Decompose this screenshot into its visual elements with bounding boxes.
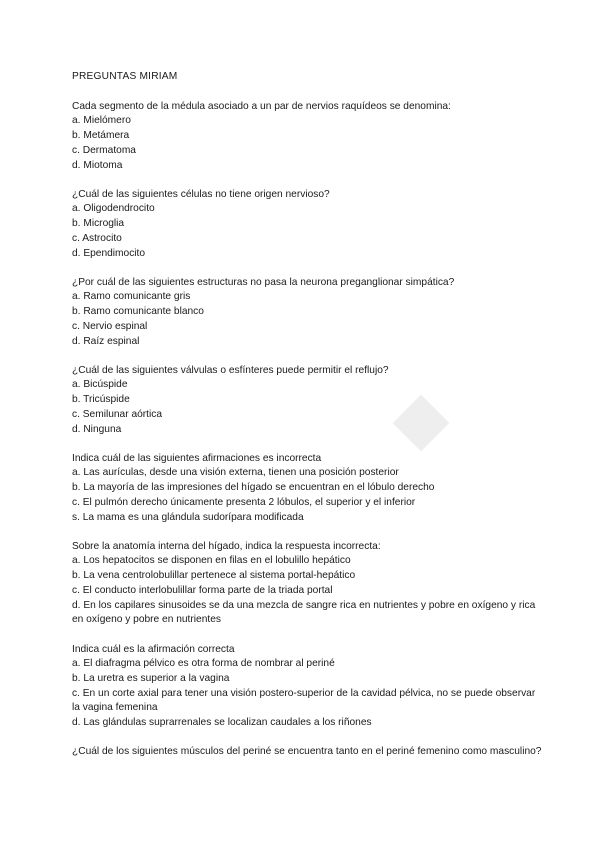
question-7 bbox=[72, 643, 542, 731]
answer-option: c. Nervio espinal bbox=[72, 320, 148, 332]
question-text: Sobre la anatomía interna del hígado, indica la respuesta incorrecta: bbox=[72, 540, 381, 552]
answer-option: b. Ramo comunicante blanco bbox=[72, 306, 204, 318]
document-title: PREGUNTAS MIRIAM bbox=[72, 71, 178, 82]
answer-option: b. La uretra es superior a la vagina bbox=[72, 672, 230, 684]
answer-option: a. Bicúspide bbox=[72, 379, 128, 391]
question-text: ¿Cuál de las siguientes válvulas o esfínteres puede permitir el reflujo? bbox=[72, 364, 389, 376]
question-text: Indica cuál de las siguientes afirmaciones es incorrecta bbox=[72, 452, 322, 464]
question-1 bbox=[72, 100, 542, 174]
answer-option: c. El conducto interlobulillar forma parte de la triada portal bbox=[72, 584, 333, 596]
answer-option: a. Las aurículas, desde una visión externa, tienen una posición posterior bbox=[72, 467, 399, 479]
answer-option: d. Raíz espinal bbox=[72, 335, 140, 347]
question-4 bbox=[72, 364, 542, 438]
answer-option: c. Dermatoma bbox=[72, 144, 136, 156]
question-text: ¿Cuál de las siguientes células no tiene origen nervioso? bbox=[72, 188, 330, 200]
answer-option: b. Tricúspide bbox=[72, 394, 130, 406]
answer-option: d. Las glándulas suprarrenales se localizan caudales a los riñones bbox=[72, 717, 372, 729]
answer-option: a. Ramo comunicante gris bbox=[72, 291, 191, 303]
answer-option: c. Astrocito bbox=[72, 232, 122, 244]
answer-option: b. La mayoría de las impresiones del hígado se encuentran en el lóbulo derecho bbox=[72, 482, 435, 494]
answer-option: a. El diafragma pélvico es otra forma de nombrar al periné bbox=[72, 658, 335, 670]
answer-option: b. La vena centrolobulillar pertenece al sistema portal-hepático bbox=[72, 570, 356, 582]
answer-option: d. En los capilares sinusoides se da una mezcla de sangre rica en nutrientes y pobre en oxígeno y rica en oxígeno y pobre en nutrientes bbox=[72, 599, 536, 626]
answer-option: d. Ependimocito bbox=[72, 247, 146, 259]
answer-option: d. Miotoma bbox=[72, 159, 123, 171]
document-page bbox=[72, 70, 542, 774]
answer-option: b. Metámera bbox=[72, 130, 130, 142]
question-8 bbox=[72, 745, 542, 760]
question-text: ¿Cuál de los siguientes músculos del periné se encuentra tanto en el periné femenino como masculino? bbox=[72, 746, 542, 758]
answer-option: a. Los hepatocitos se disponen en filas en el lobulillo hepático bbox=[72, 555, 351, 567]
answer-option: d. Ninguna bbox=[72, 423, 122, 435]
question-text: Cada segmento de la médula asociado a un par de nervios raquídeos se denomina: bbox=[72, 100, 451, 112]
answer-option: a. Mielómero bbox=[72, 115, 131, 127]
question-text: Indica cuál es la afirmación correcta bbox=[72, 643, 235, 655]
answer-option: b. Microglia bbox=[72, 218, 125, 230]
answer-option: a. Oligodendrocito bbox=[72, 203, 155, 215]
question-2 bbox=[72, 188, 542, 262]
question-3 bbox=[72, 276, 542, 350]
question-text: ¿Por cuál de las siguientes estructuras no pasa la neurona preganglionar simpática? bbox=[72, 276, 455, 288]
question-5 bbox=[72, 452, 542, 526]
answer-option: c. Semilunar aórtica bbox=[72, 408, 163, 420]
question-6 bbox=[72, 540, 542, 628]
answer-option: s. La mama es una glándula sudorípara modificada bbox=[72, 511, 304, 523]
question-list bbox=[72, 100, 542, 760]
answer-option: c. El pulmón derecho únicamente presenta 2 lóbulos, el superior y el inferior bbox=[72, 496, 416, 508]
answer-option: c. En un corte axial para tener una visión postero-superior de la cavidad pélvica, no se puede observar la vagina femenina bbox=[72, 687, 536, 714]
